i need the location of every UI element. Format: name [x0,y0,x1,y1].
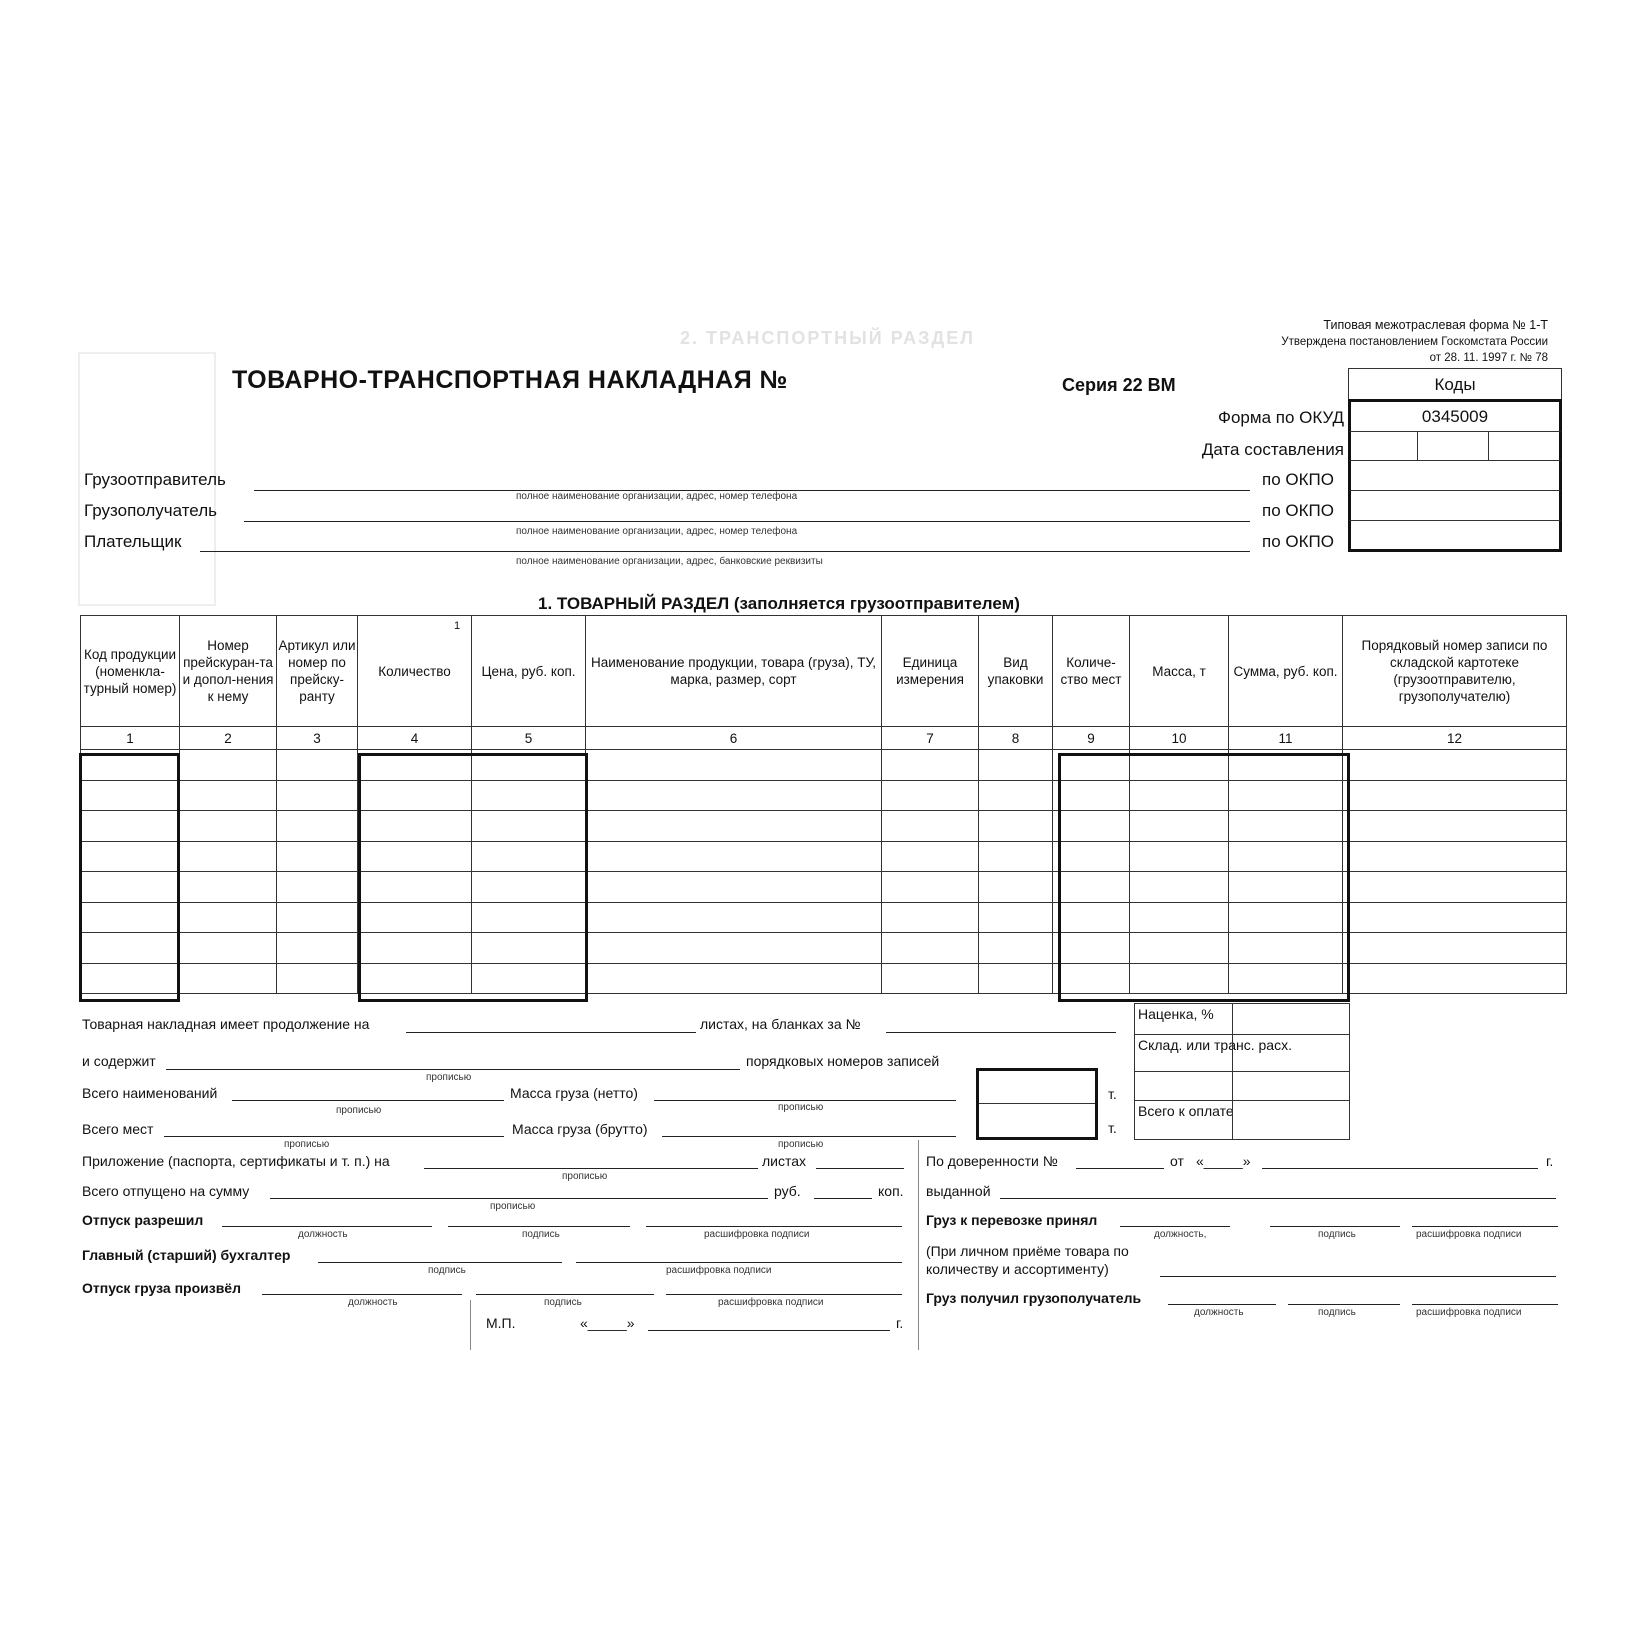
payer-hint: полное наименование организации, адрес, банковские реквизиты [516,556,823,567]
in-words-hint: прописью [284,1139,330,1150]
okpo-consignee-cell[interactable] [1348,490,1562,521]
col-header-unit: Единица измерения [882,616,979,727]
total-places-label: Всего мест [82,1121,154,1137]
mass-box-divider [979,1103,1095,1104]
table-cell[interactable] [180,872,277,903]
warehouse-label: Склад. или транс. расх. [1138,1037,1292,1053]
table-cell[interactable] [882,841,979,872]
attachment-label: Приложение (паспорта, сертификаты и т. п.) на [82,1153,390,1169]
table-cell[interactable] [277,841,358,872]
release-allowed-decoding-line[interactable] [646,1226,902,1227]
table-cell[interactable] [979,933,1053,964]
proxy-date-line[interactable] [1262,1168,1538,1169]
table-cell[interactable] [1343,933,1567,964]
section-divider [918,1140,919,1350]
attachment-line[interactable] [424,1168,758,1169]
in-words-hint: прописью [562,1171,608,1182]
chief-accountant-label: Главный (старший) бухгалтер [82,1247,291,1263]
decoding-hint: расшифровка подписи [704,1229,810,1240]
decoding-hint: расшифровка подписи [666,1265,772,1276]
table-cell[interactable] [1343,780,1567,811]
table-cell[interactable] [586,872,882,903]
sheets-forms-label: листах, на бланках за № [700,1016,861,1032]
table-cell[interactable] [277,933,358,964]
col-number: 7 [882,727,979,750]
okpo-shipper-cell[interactable] [1348,460,1562,491]
in-words-hint: прописью [336,1105,382,1116]
col-header-article: Артикул или номер по прейску-ранту [277,616,358,727]
table-cell[interactable] [882,750,979,781]
table-cell[interactable] [277,780,358,811]
in-words-hint: прописью [426,1072,472,1083]
table-cell[interactable] [1343,750,1567,781]
date-quote-left: «_____» [580,1315,635,1331]
warehouse-cell [1134,1034,1350,1072]
table-cell[interactable] [979,963,1053,994]
contains-label: и содержит [82,1053,156,1069]
mp-date-line[interactable] [648,1330,890,1331]
mp-divider [470,1300,471,1350]
col-number: 5 [472,727,586,750]
receiver-signature-line[interactable] [1288,1304,1400,1305]
table-cell[interactable] [882,811,979,842]
okpo-label-payer: по ОКПО [1262,532,1334,551]
in-words-hint: прописью [490,1201,536,1212]
table-cell[interactable] [979,811,1053,842]
table-cell[interactable] [180,933,277,964]
decoding-hint: расшифровка подписи [1416,1229,1522,1240]
gross-mass-label: Масса груза (брутто) [512,1121,648,1137]
table-cell[interactable] [277,750,358,781]
table-cell[interactable] [882,933,979,964]
signature-hint: подпись [1318,1307,1356,1318]
markup-divider [1232,1003,1233,1140]
table-cell[interactable] [277,963,358,994]
release-made-label: Отпуск груза произвёл [82,1280,241,1296]
section1-title: 1. ТОВАРНЫЙ РАЗДЕЛ (заполняется грузоотправителем) [538,594,1020,613]
proxy-label: По доверенности № [926,1153,1058,1169]
table-cell[interactable] [979,902,1053,933]
col-header-quantity: Количество [358,616,472,727]
shipper-hint: полное наименование организации, адрес, номер телефона [516,491,798,502]
total-places-line[interactable] [164,1136,504,1137]
bleed-through-text: 2. ТРАНСПОРТНЫЙ РАЗДЕЛ [680,328,975,348]
accountant-signature-line[interactable] [318,1262,562,1263]
payer-label: Плательщик [84,532,182,551]
net-mass-line[interactable] [654,1100,956,1101]
okud-value[interactable]: 0345009 [1348,399,1562,432]
table-cell[interactable] [979,841,1053,872]
carrier-signature-line[interactable] [1270,1226,1400,1227]
cargo-accepted-label: Груз к перевозке принял [926,1212,1098,1228]
places-mass-sum-frame [1058,753,1350,1002]
rub-label: руб. [774,1183,801,1199]
position-hint: должность [1194,1307,1244,1318]
col-header-product-name: Наименование продукции, товара (груза), ТУ, марка, размер, сорт [586,616,882,727]
position-hint: должность, [1154,1229,1207,1240]
col-header-mass: Масса, т [1130,616,1229,727]
carrier-decoding-line[interactable] [1412,1226,1558,1227]
series: Серия 22 ВМ [1062,375,1176,395]
position-hint: должность [298,1229,348,1240]
col-number: 4 [358,727,472,750]
consignee-line[interactable] [244,521,1250,522]
gross-mass-line[interactable] [662,1136,956,1137]
total-pay-label: Всего к оплате [1138,1103,1234,1119]
table-cell[interactable] [586,780,882,811]
approved-date: от 28. 11. 1997 г. № 78 [1429,352,1548,364]
total-pay-cell [1134,1100,1350,1140]
continuation-label: Товарная накладная имеет продолжение на [82,1016,370,1032]
decoding-hint: расшифровка подписи [1416,1307,1522,1318]
okpo-payer-cell[interactable] [1348,520,1562,552]
form-type: Типовая межотраслевая форма № 1-Т [1323,318,1548,332]
payer-line[interactable] [200,551,1250,552]
col-header-product-code: Код продукции (номенкла-турный номер) [81,616,180,727]
table-cell[interactable] [180,780,277,811]
table-cell[interactable] [180,963,277,994]
proxy-date-quote: «_____» [1196,1153,1251,1169]
table-cell[interactable] [277,902,358,933]
year-label-left: г. [896,1315,904,1331]
signature-hint: подпись [522,1229,560,1240]
consignee-label: Грузополучатель [84,501,217,520]
col-header-package: Вид упаковки [979,616,1053,727]
table-cell[interactable] [277,811,358,842]
shipper-label: Грузоотправитель [84,470,226,489]
table-cell[interactable] [586,902,882,933]
qty-price-frame [358,753,588,1002]
table-cell[interactable] [180,811,277,842]
t-unit-net: т. [1108,1086,1117,1102]
col-number: 12 [1343,727,1567,750]
table-cell[interactable] [586,811,882,842]
col-number: 8 [979,727,1053,750]
released-sum-line[interactable] [270,1198,768,1199]
mp-label: М.П. [486,1315,516,1331]
col-header-pricelist-number: Номер прейскуран-та и допол-нения к нему [180,616,277,727]
signature-hint: подпись [544,1297,582,1308]
col-number: 10 [1130,727,1229,750]
column-mark: 1 [454,620,461,632]
position-hint: должность [348,1297,398,1308]
codes-title: Коды [1348,368,1562,400]
table-cell[interactable] [180,902,277,933]
sheets-label: листах [762,1153,807,1169]
sheets-count-line[interactable] [816,1168,904,1169]
col-header-places: Количе-ство мест [1053,616,1130,727]
total-items-label: Всего наименований [82,1085,218,1101]
col-number: 9 [1053,727,1130,750]
table-cell[interactable] [1343,902,1567,933]
okpo-label-shipper: по ОКПО [1262,470,1334,489]
table-cell[interactable] [979,872,1053,903]
accountant-decoding-line[interactable] [576,1262,902,1263]
col-number: 1 [81,727,180,750]
col-number: 11 [1229,727,1343,750]
table-cell[interactable] [979,750,1053,781]
continuation-sheets-line[interactable] [406,1032,696,1033]
signature-hint: подпись [428,1265,466,1276]
in-words-hint: прописью [778,1139,824,1150]
decoding-hint: расшифровка подписи [718,1297,824,1308]
release-allowed-label: Отпуск разрешил [82,1212,204,1228]
code-column-frame [79,753,180,1002]
kop-line[interactable] [814,1198,872,1199]
t-unit-gross: т. [1108,1120,1117,1136]
date-day-cell[interactable] [1348,431,1418,461]
table-cell[interactable] [180,750,277,781]
record-numbers-label: порядковых номеров записей [746,1053,940,1069]
okpo-label-consignee: по ОКПО [1262,501,1334,520]
table-cell[interactable] [1343,841,1567,872]
receiver-position-line[interactable] [1168,1304,1276,1305]
col-header-price: Цена, руб. коп. [472,616,586,727]
date-label: Дата составления [1201,440,1344,459]
table-cell[interactable] [882,872,979,903]
in-words-hint: прописью [778,1102,824,1113]
empty-cell [1134,1071,1350,1101]
receiver-decoding-line[interactable] [1412,1304,1558,1305]
forms-number-line[interactable] [886,1032,1116,1033]
table-cell[interactable] [586,841,882,872]
date-year-cell[interactable] [1488,431,1562,461]
table-cell[interactable] [1343,811,1567,842]
col-number: 2 [180,727,277,750]
personal-accept-label: (При личном приёме товара по количеству и ассортименту) [926,1243,1129,1277]
col-header-sum: Сумма, руб. коп. [1229,616,1343,727]
table-cell[interactable] [277,872,358,903]
okud-label: Форма по ОКУД [1218,408,1344,427]
release-made-position-line[interactable] [262,1294,462,1295]
release-made-signature-line[interactable] [476,1294,654,1295]
markup-cell [1134,1003,1350,1035]
table-cell[interactable] [882,963,979,994]
col-number: 3 [277,727,358,750]
from-label: от [1170,1153,1184,1169]
contains-line[interactable] [166,1069,740,1070]
table-cell[interactable] [882,780,979,811]
mass-box[interactable] [976,1068,1098,1140]
net-mass-label: Масса груза (нетто) [510,1085,638,1101]
release-allowed-signature-line[interactable] [448,1226,630,1227]
kop-label: коп. [878,1183,904,1199]
cargo-received-label: Груз получил грузополучатель [926,1290,1142,1306]
approved-text: Утверждена постановлением Госкомстата России [1281,336,1548,348]
table-cell[interactable] [979,780,1053,811]
markup-label: Наценка, % [1138,1006,1214,1022]
total-items-line[interactable] [232,1100,504,1101]
year-label-right: г. [1546,1153,1554,1169]
date-month-cell[interactable] [1417,431,1489,461]
proxy-number-line[interactable] [1076,1168,1164,1169]
released-sum-label: Всего отпущено на сумму [82,1183,250,1199]
personal-accept-line[interactable] [1160,1276,1556,1277]
carrier-position-line[interactable] [1120,1226,1230,1227]
table-cell[interactable] [1343,963,1567,994]
issued-line[interactable] [1000,1198,1556,1199]
table-cell[interactable] [586,750,882,781]
table-cell[interactable] [180,841,277,872]
signature-hint: подпись [1318,1229,1356,1240]
col-header-record-number: Порядковый номер записи по складской картотеке (грузоотправителю, грузополучателю) [1343,616,1567,727]
issued-label: выданной [926,1183,991,1199]
table-cell[interactable] [1343,872,1567,903]
consignee-hint: полное наименование организации, адрес, номер телефона [516,526,798,537]
table-cell[interactable] [586,963,882,994]
table-cell[interactable] [586,933,882,964]
release-made-decoding-line[interactable] [666,1294,902,1295]
col-number: 6 [586,727,882,750]
document-title: ТОВАРНО-ТРАНСПОРТНАЯ НАКЛАДНАЯ № [232,366,789,394]
table-cell[interactable] [882,902,979,933]
release-allowed-position-line[interactable] [222,1226,432,1227]
